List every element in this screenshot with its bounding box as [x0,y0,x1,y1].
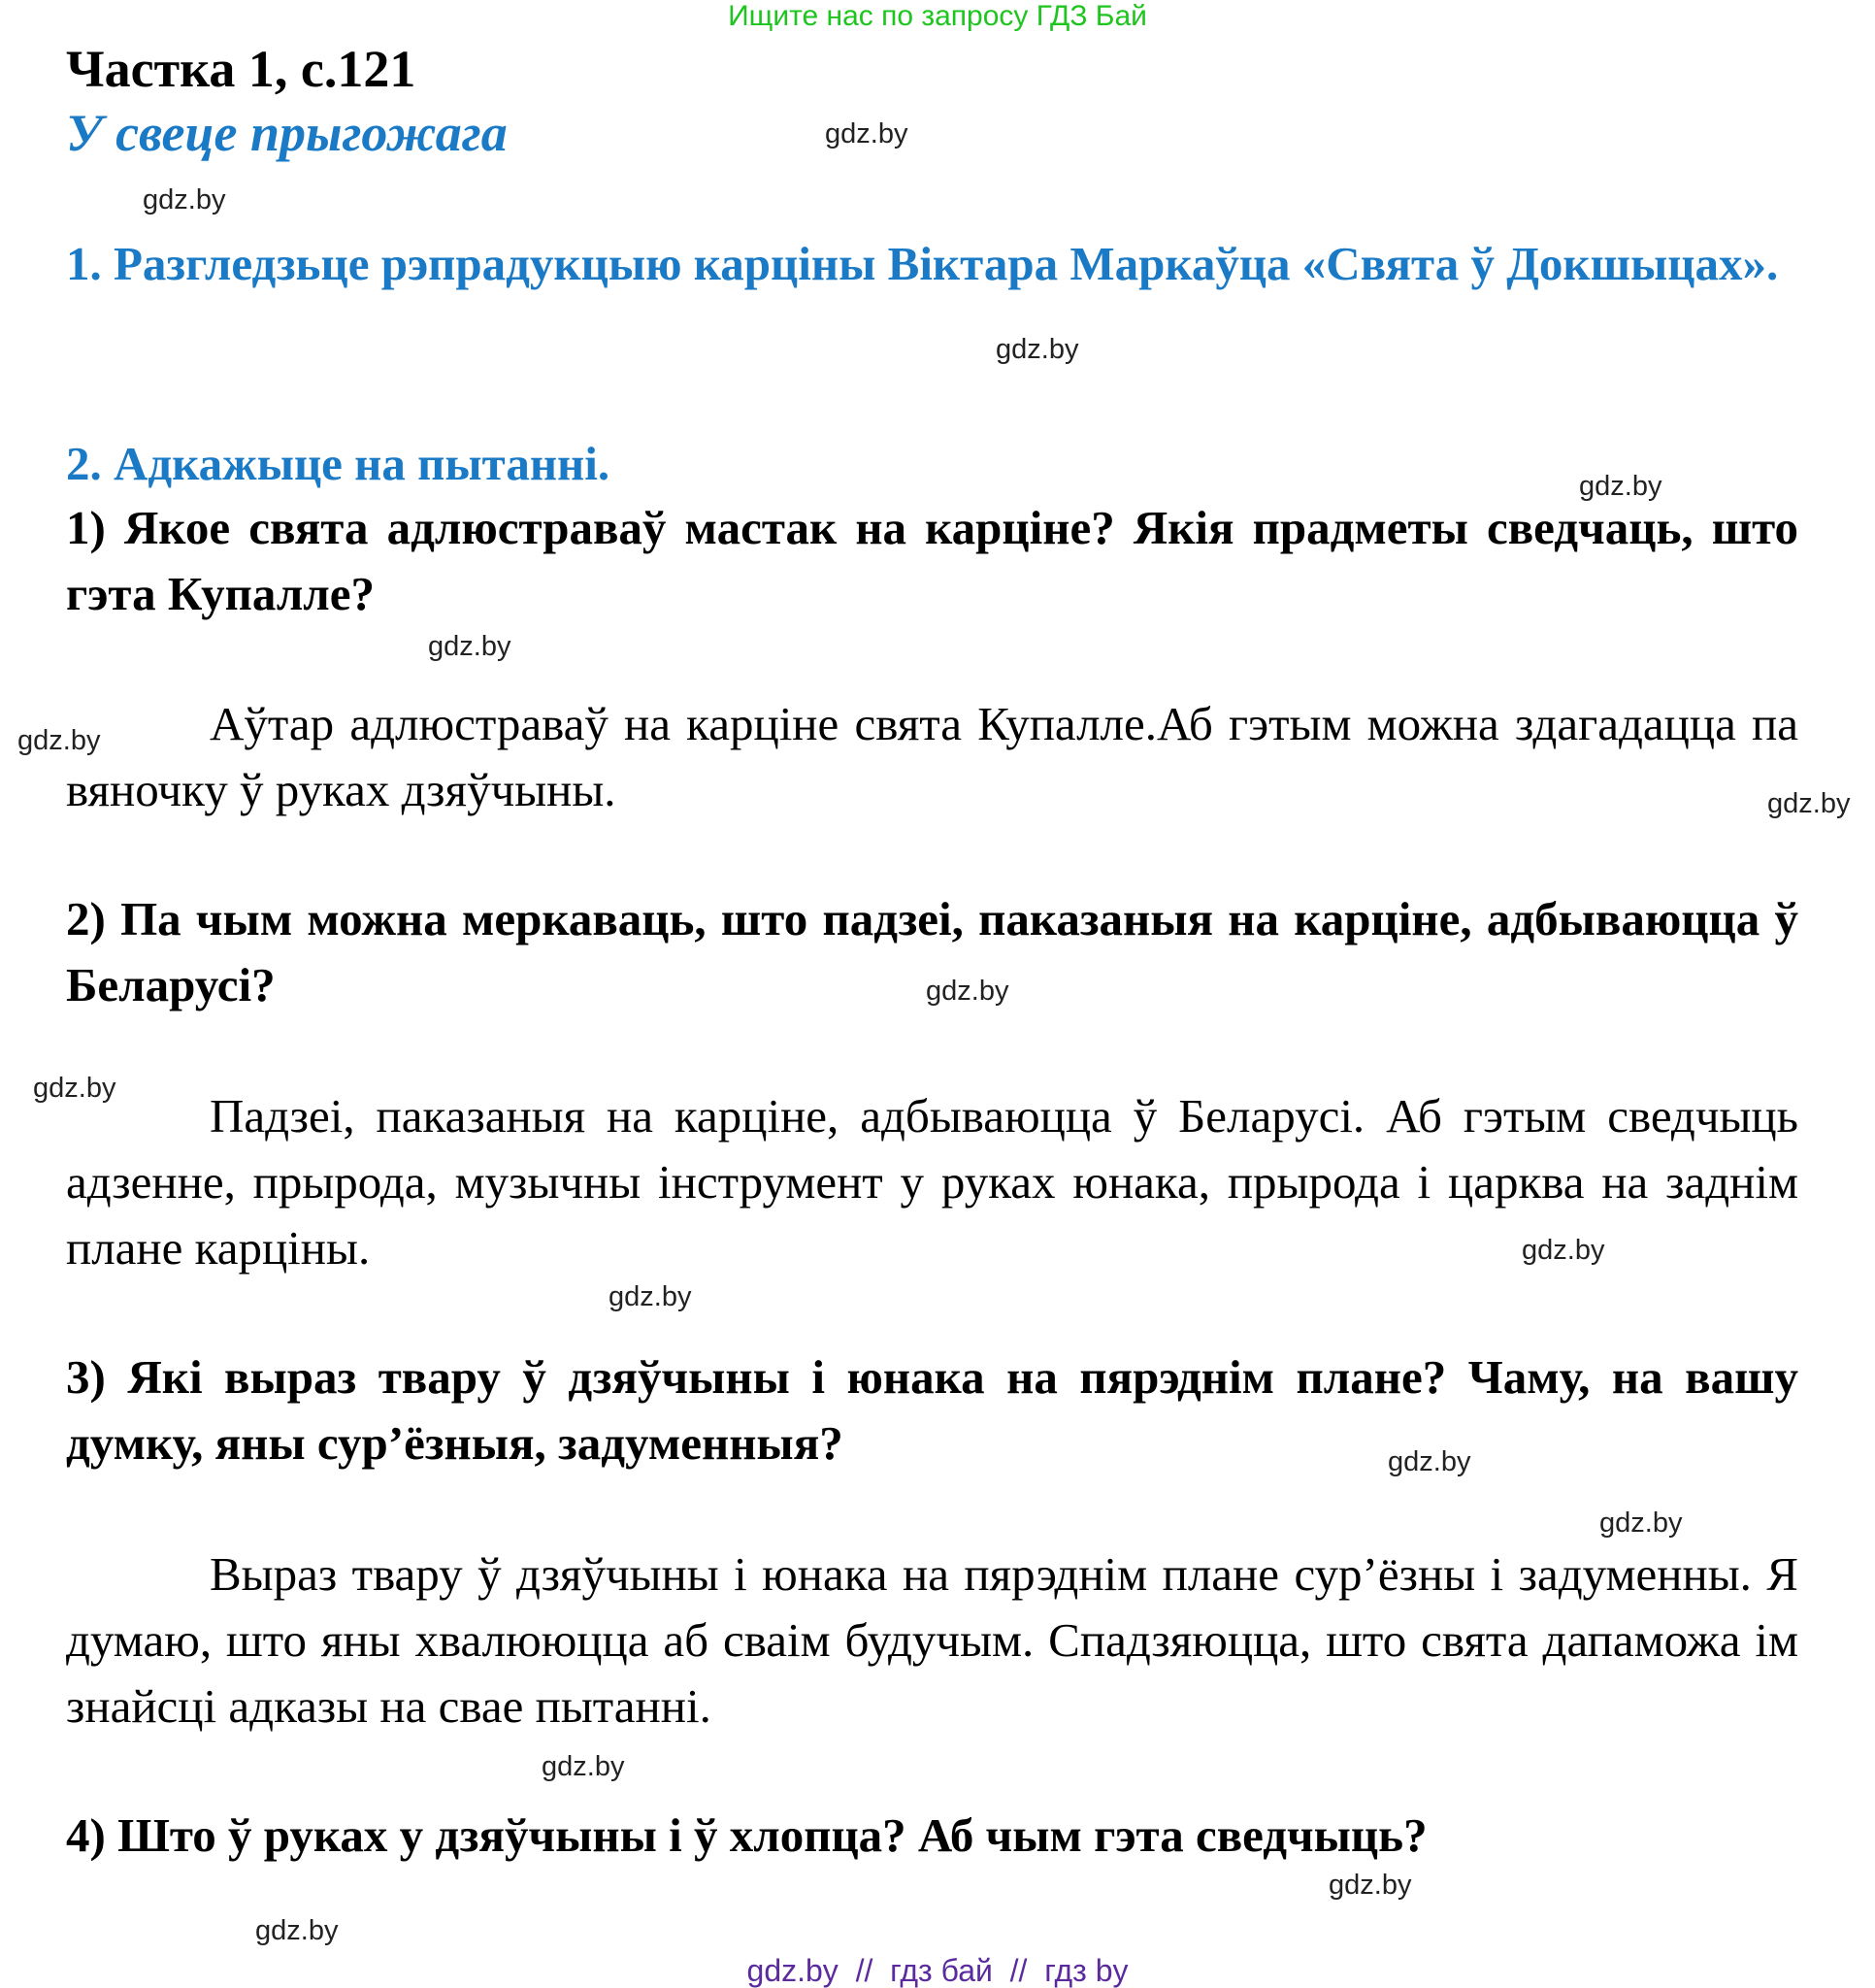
watermark: gdz.by [428,631,511,662]
watermark: gdz.by [1579,471,1662,502]
question-3: 3) Які выраз твару ў дзяўчыны і юнака на пярэднім плане? Чаму, на вашу думку, яны сур’ёзныя, задуменныя? [66,1350,1798,1470]
watermark: gdz.by [17,725,101,756]
footer-links: gdz.by // гдз бай // гдз by [746,1953,1129,1988]
answer-2: Падзеі, паказаныя на карціне, адбываюцца ў Беларусі. Аб гэтым сведчыць адзенне, прырода, музычны інструмент у руках юнака, прырода і царква на заднім плане карціны. [66,1089,1798,1275]
watermark: gdz.by [542,1751,625,1782]
question-1: 1) Якое свята адлюстраваў мастак на карціне? Якія прадметы сведчаць, што гэта Купалле? [66,501,1798,620]
watermark: gdz.by [1329,1870,1412,1901]
watermark: gdz.by [609,1281,692,1312]
watermark: gdz.by [1767,788,1851,819]
watermark: gdz.by [1599,1508,1683,1539]
answer-3: Выраз твару ў дзяўчыны і юнака на пярэднім плане сур’ёзны і задуменны. Я думаю, што яны хвалююцца аб сваім будучым. Спадзяюцца, што свята дапаможа ім знайсці адказы на свае пытанні. [66,1547,1798,1733]
search-banner: Ищите нас по запросу ГДЗ Бай [728,0,1147,32]
watermark: gdz.by [1388,1446,1471,1477]
watermark: gdz.by [1522,1235,1605,1266]
question-2: 2) Па чым можна меркаваць, што падзеі, паказаныя на карціне, адбываюцца ў Беларусі? [66,892,1798,1011]
question-4: 4) Што ў руках у дзяўчыны і ў хлопца? Аб чым гэта сведчыць? [66,1808,1428,1862]
section-subtitle: У свеце прыгожага [66,104,508,162]
watermark: gdz.by [33,1073,116,1104]
watermark: gdz.by [143,184,226,215]
watermark: gdz.by [825,118,908,149]
answer-1: Аўтар адлюстраваў на карціне свята Купалле.Аб гэтым можна здагадацца па вяночку ў руках дзяўчыны. [66,697,1798,816]
page-title: Частка 1, с.121 [66,40,416,98]
task-2: 2. Адкажыце на пытанні. [66,437,610,490]
watermark: gdz.by [255,1915,339,1946]
watermark: gdz.by [996,334,1079,365]
task-1: 1. Разгледзьце рэпрадукцыю карціны Віктара Маркаўца «Свята ў Докшыцах». [66,237,1779,290]
watermark: gdz.by [926,976,1009,1007]
